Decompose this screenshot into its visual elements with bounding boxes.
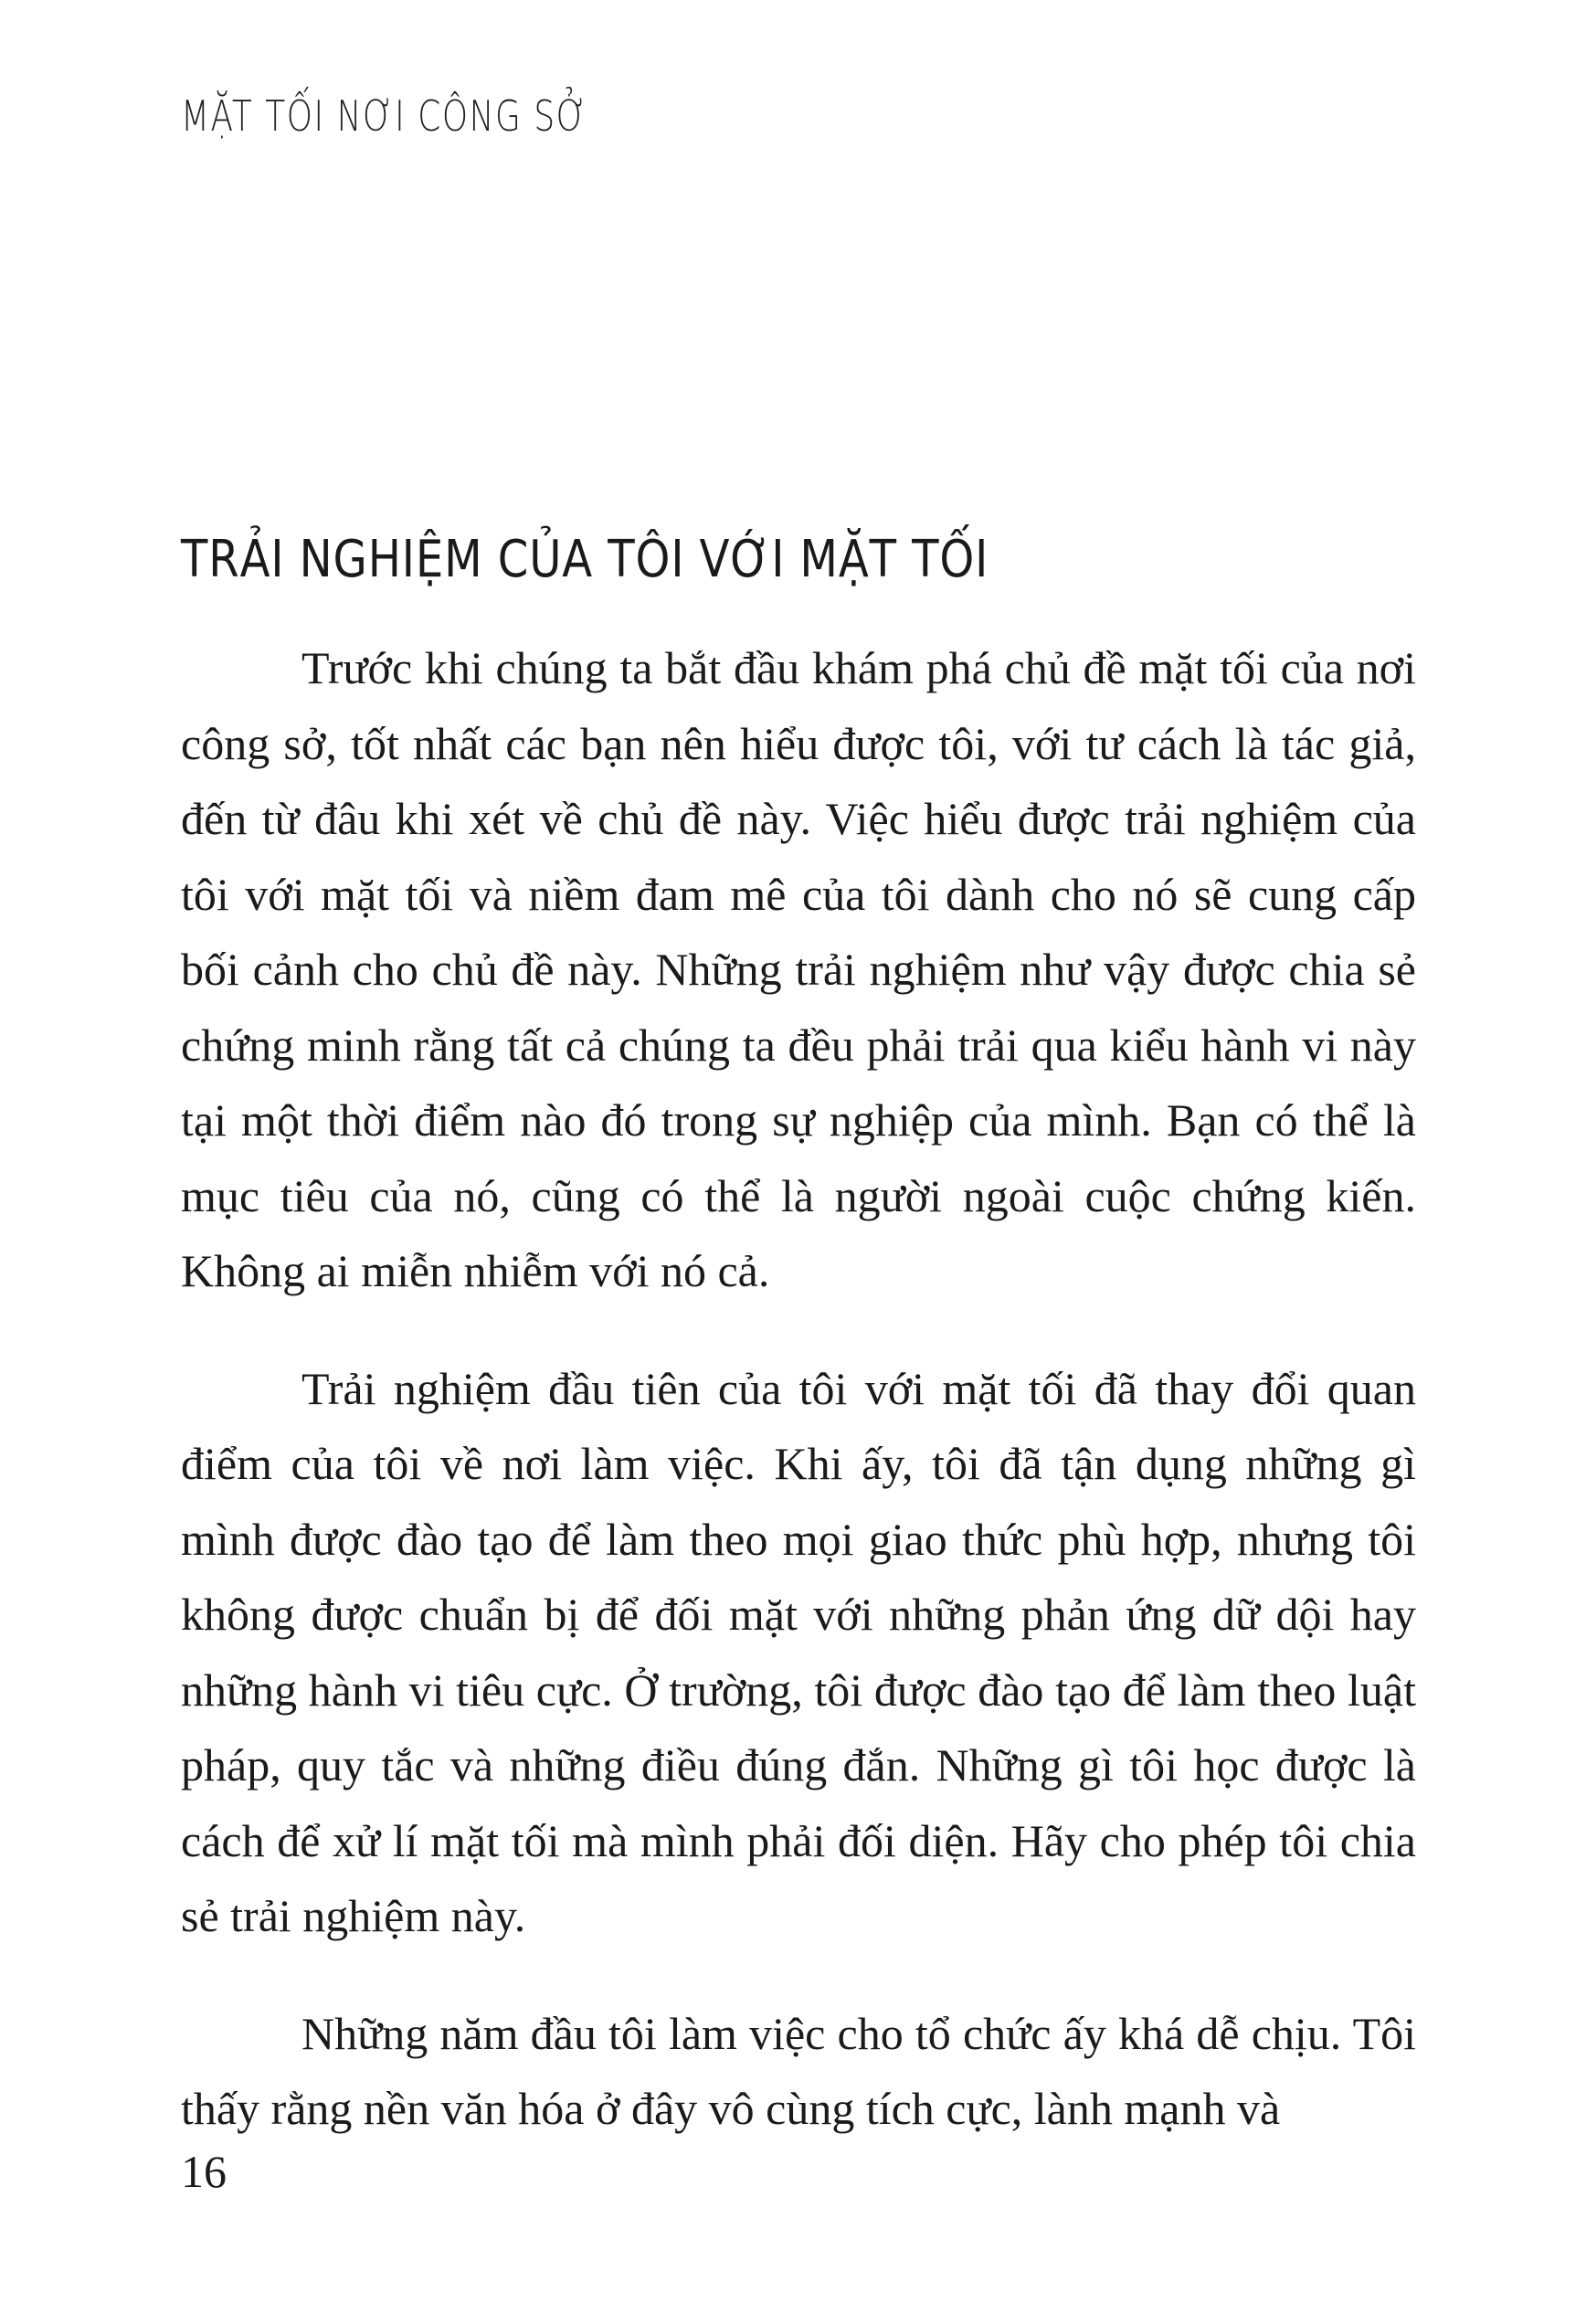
page-number: 16 xyxy=(181,2146,227,2197)
section-title: TRẢI NGHIỆM CỦA TÔI VỚI MẶT TỐI xyxy=(181,530,989,589)
paragraph: Trải nghiệm đầu tiên của tôi với mặt tối đã thay đổi quan điểm của tôi về nơi làm việc. Khi ấy, tôi đã tận dụng những gì mình được đào tạo để làm theo mọi giao thức phù hợp, nhưng tôi không được chuẩn bị để đối mặt với những phản ứng dữ dội hay những hành vi tiêu cực. Ở trường, tôi được đào tạo để làm theo luật pháp, quy tắc và những điều đúng đắn. Những gì tôi học được là cách để xử lí mặt tối mà mình phải đối diện. Hãy cho phép tôi chia sẻ trải nghiệm này. xyxy=(181,1362,1416,1941)
paragraph: Trước khi chúng ta bắt đầu khám phá chủ đề mặt tối của nơi công sở, tốt nhất các bạn nên hiểu được tôi, với tư cách là tác giả, đến từ đâu khi xét về chủ đề này. Việc hiểu được trải nghiệm của tôi với mặt tối và niềm đam mê của tôi dành cho nó sẽ cung cấp bối cảnh cho chủ đề này. Những trải nghiệm như vậy được chia sẻ chứng minh rằng tất cả chúng ta đều phải trải qua kiểu hành vi này tại một thời điểm nào đó trong sự nghiệp của mình. Bạn có thể là mục tiêu của nó, cũng có thể là người ngoài cuộc chứng kiến. Không ai miễn nhiễm với nó cả. xyxy=(181,642,1416,1296)
running-header: MẶT TỐI NƠI CÔNG SỞ xyxy=(181,91,588,141)
paragraph: Những năm đầu tôi làm việc cho tổ chức ấy khá dễ chịu. Tôi thấy rằng nền văn hóa ở đây vô cùng tích cực, lành mạnh và xyxy=(181,2007,1416,2134)
body-text xyxy=(181,630,1416,2147)
